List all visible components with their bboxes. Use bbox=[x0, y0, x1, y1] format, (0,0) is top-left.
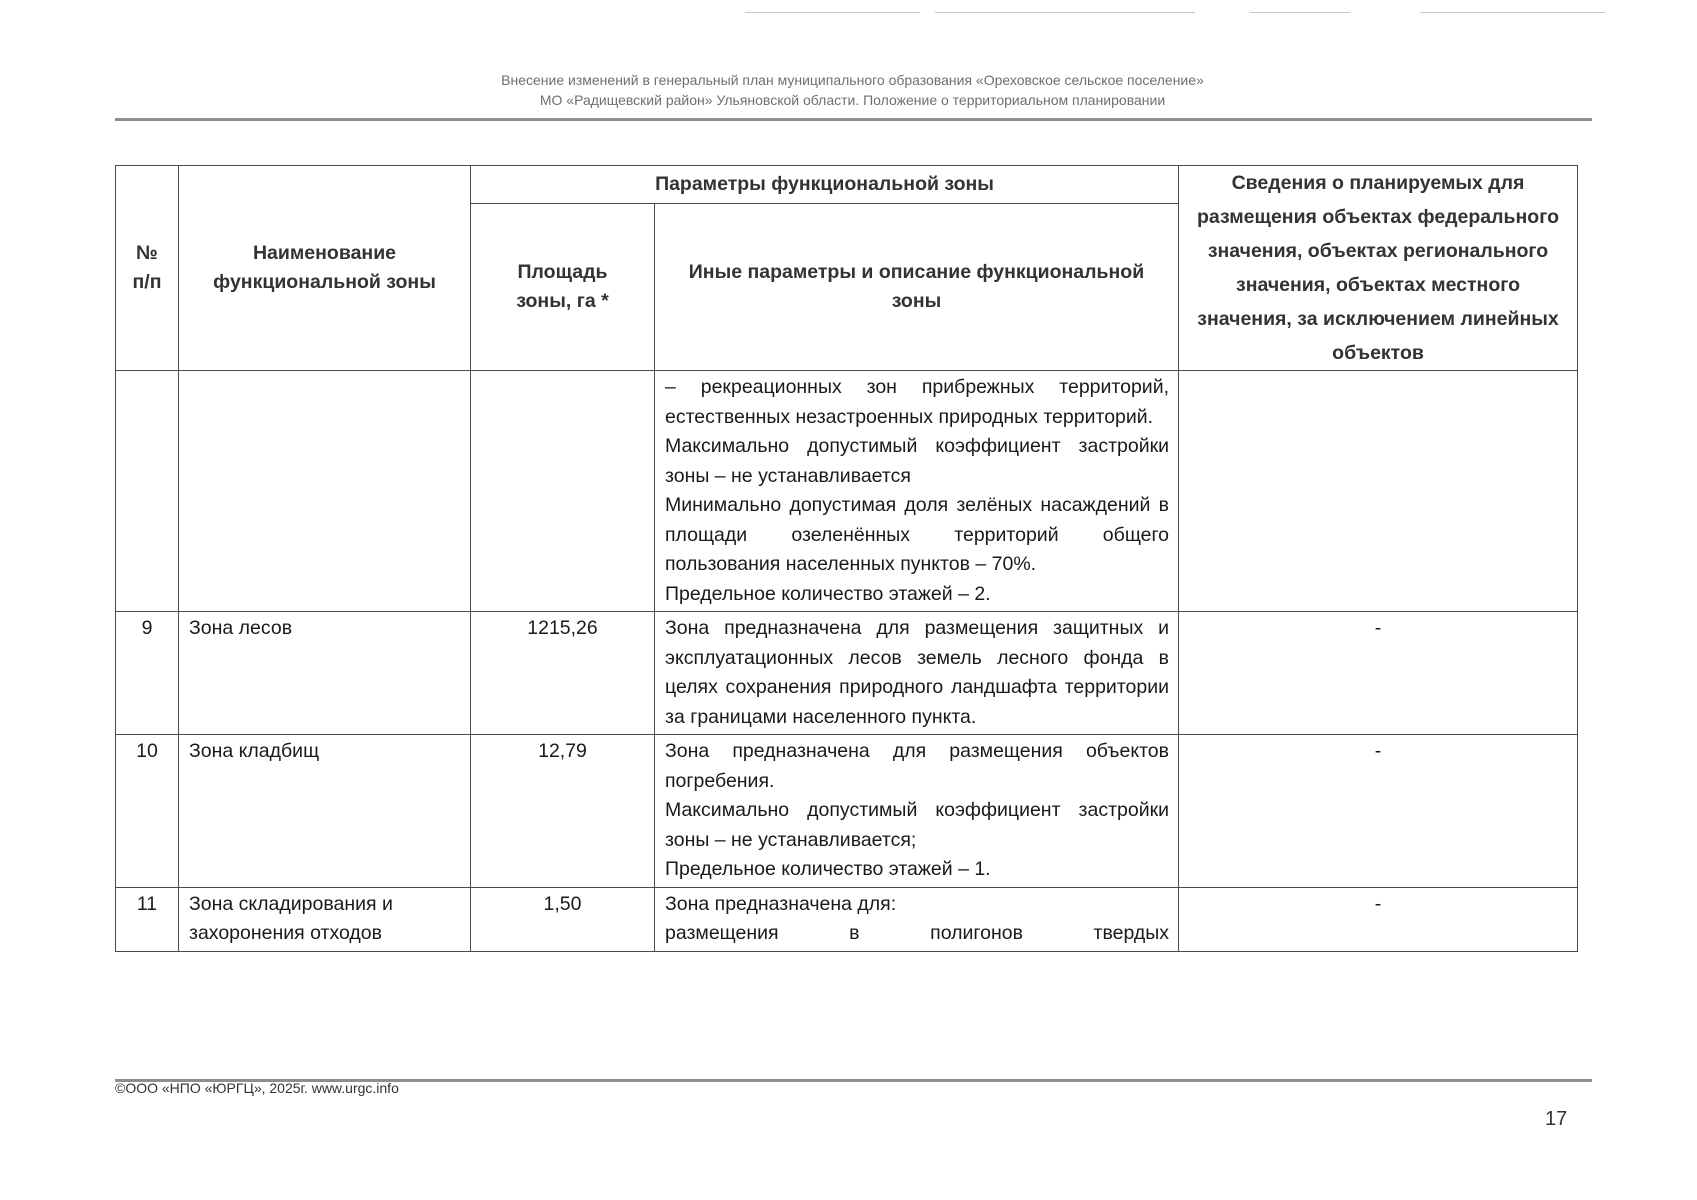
row-number: 10 bbox=[116, 735, 179, 888]
row-zone-name: Зона лесов bbox=[179, 612, 471, 735]
row-description bbox=[655, 735, 1179, 888]
table-row bbox=[116, 735, 1578, 888]
scan-artifact-line bbox=[1420, 12, 1605, 13]
table-header-row bbox=[116, 166, 1578, 204]
description-paragraph: Зона предназначена для размещения объектов погребения. bbox=[665, 740, 1170, 792]
row-planned-objects bbox=[1179, 371, 1578, 612]
scan-artifact-line bbox=[935, 12, 1195, 13]
description-paragraph: – рекреационных зон прибрежных территорий, естественных незастроенных природных территорий. bbox=[665, 376, 1170, 428]
scan-artifact-line bbox=[1250, 12, 1350, 13]
row-description bbox=[655, 371, 1179, 612]
description-paragraph: Зона предназначена для: bbox=[665, 892, 897, 915]
row-zone-name: Зона кладбищ bbox=[179, 735, 471, 888]
row-area: 1,50 bbox=[471, 887, 655, 951]
table-row bbox=[116, 371, 1578, 612]
header-area: Площадь зоны, га * bbox=[471, 204, 655, 371]
row-area: 1215,26 bbox=[471, 612, 655, 735]
description-paragraph: размещения в полигонов твердых bbox=[665, 922, 1170, 944]
row-planned-objects: - bbox=[1179, 735, 1578, 888]
row-planned-objects: - bbox=[1179, 612, 1578, 735]
description-paragraph: Зона предназначена для размещения защитных и эксплуатационных лесов земель лесного фонда в целях сохранения природного ландшафта территории за границами населенного пункта. bbox=[665, 617, 1170, 728]
table-row bbox=[116, 612, 1578, 735]
description-paragraph: Минимально допустимая доля зелёных насаждений в площади озеленённых территорий общего пользования населенных пунктов – 70%. bbox=[665, 494, 1170, 575]
scan-artifact-line bbox=[745, 12, 920, 13]
row-number bbox=[116, 371, 179, 612]
header-zone-parameters: Параметры функциональной зоны bbox=[471, 166, 1179, 204]
row-number: 11 bbox=[116, 887, 179, 951]
header-line-1: Внесение изменений в генеральный план муниципального образования «Ореховское сельское поселение» bbox=[501, 72, 1204, 88]
row-number: 9 bbox=[116, 612, 179, 735]
header-rule bbox=[115, 118, 1592, 121]
description-paragraph: Максимально допустимый коэффициент застройки зоны – не устанавливается; bbox=[665, 799, 1170, 851]
description-paragraph: Предельное количество этажей – 2. bbox=[665, 582, 991, 605]
header-line-2: МО «Радищевский район» Ульяновской области. Положение о территориальном планировании bbox=[539, 92, 1166, 108]
header-other-parameters: Иные параметры и описание функциональной зоны bbox=[655, 204, 1179, 371]
row-description bbox=[655, 612, 1179, 735]
description-paragraph: Предельное количество этажей – 1. bbox=[665, 858, 991, 880]
description-paragraph: Максимально допустимый коэффициент застройки зоны – не устанавливается bbox=[665, 435, 1170, 487]
header-zone-name: Наименование функциональной зоны bbox=[179, 166, 471, 371]
footer-copyright: ©ООО «НПО «ЮРГЦ», 2025г. www.urgc.info bbox=[115, 1080, 399, 1096]
row-zone-name bbox=[179, 371, 471, 612]
table-row bbox=[116, 887, 1578, 951]
row-planned-objects: - bbox=[1179, 887, 1578, 951]
document-header bbox=[115, 70, 1590, 110]
row-area: 12,79 bbox=[471, 735, 655, 888]
header-num: № п/п bbox=[116, 166, 179, 371]
row-area bbox=[471, 371, 655, 612]
row-description bbox=[655, 887, 1179, 951]
functional-zones-table bbox=[115, 165, 1578, 952]
row-zone-name: Зона складирования и захоронения отходов bbox=[179, 887, 471, 951]
header-planned-objects: Сведения о планируемых для размещения объектах федерального значения, объектах регионального значения, объектах местного значения, за исключением линейных объектов bbox=[1179, 166, 1578, 371]
page-number: 17 bbox=[1545, 1108, 1568, 1130]
